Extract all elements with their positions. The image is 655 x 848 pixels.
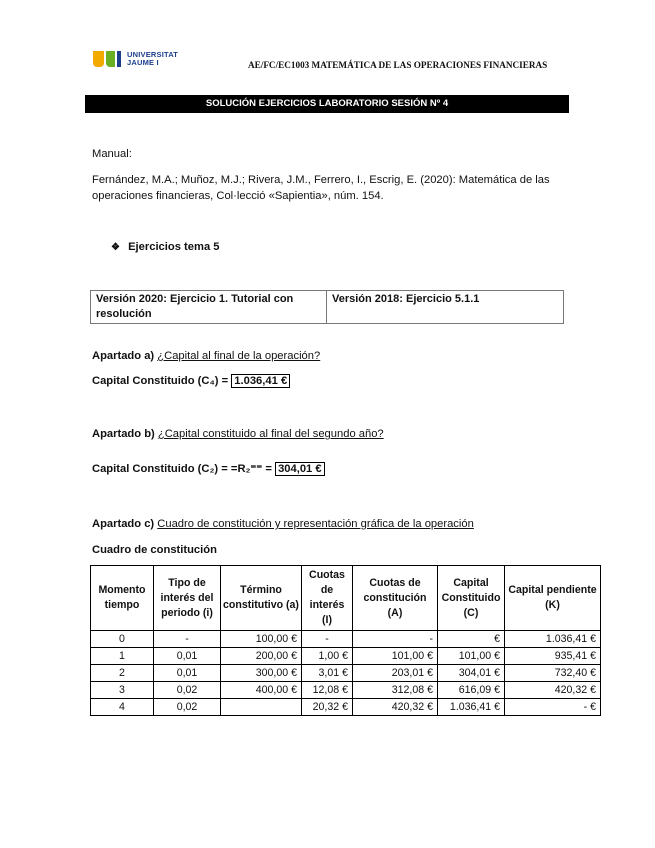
header-capital-constituido: Capital Constituido (C) xyxy=(438,566,505,631)
cell-cuota-constitucion: 420,32 € xyxy=(353,699,438,716)
header-termino: Término constitutivo (a) xyxy=(221,566,302,631)
course-title: AE/FC/EC1003 MATEMÁTICA DE LAS OPERACIONES FINANCIERAS xyxy=(248,60,548,70)
cell-cuota-constitucion: 101,00 € xyxy=(353,648,438,665)
logo-text-line1: UNIVERSITAT xyxy=(127,50,179,59)
table-subtitle: Cuadro de constitución xyxy=(92,544,217,556)
header-cuotas-constitucion: Cuotas de constitución (A) xyxy=(353,566,438,631)
apartado-b-value: 304,01 € xyxy=(275,462,325,476)
cell-termino: 100,00 € xyxy=(221,631,302,648)
cell-momento: 3 xyxy=(91,682,154,699)
cell-capital-constituido: 1.036,41 € xyxy=(438,699,505,716)
exercises-bullet xyxy=(111,240,220,256)
table-row xyxy=(91,682,601,699)
cell-capital-constituido: 616,09 € xyxy=(438,682,505,699)
table-row xyxy=(91,665,601,682)
apartado-a-prefix: Apartado a) xyxy=(92,350,155,362)
manual-reference-line1: Fernández, M.A.; Muñoz, M.J.; Rivera, J.M., Ferrero, I., Escrig, E. (2020): Matemática de las xyxy=(92,174,550,186)
cell-momento: 0 xyxy=(91,631,154,648)
apartado-a-result xyxy=(92,374,290,390)
manual-reference-line2: operaciones financieras, Col·lecció «Sapientia», núm. 154. xyxy=(92,190,384,202)
version-table xyxy=(90,290,564,324)
cell-cuota-constitucion: 203,01 € xyxy=(353,665,438,682)
cell-cuota-interes: 1,00 € xyxy=(302,648,353,665)
header-tipo-interes: Tipo de interés del periodo (i) xyxy=(154,566,221,631)
apartado-a-question: ¿Capital al final de la operación? xyxy=(157,350,321,362)
logo-bar-u xyxy=(93,51,104,67)
cell-tipo: 0,02 xyxy=(154,699,221,716)
header-momento: Momento tiempo xyxy=(91,566,154,631)
cell-termino: 300,00 € xyxy=(221,665,302,682)
logo-bar-i xyxy=(117,51,121,67)
exercises-heading: Ejercicios tema 5 xyxy=(128,241,220,253)
cell-tipo: 0,01 xyxy=(154,665,221,682)
apartado-b-prefix: Apartado b) xyxy=(92,428,155,440)
cell-cuota-interes: 12,08 € xyxy=(302,682,353,699)
cell-capital-constituido: 304,01 € xyxy=(438,665,505,682)
cell-capital-pendiente: - € xyxy=(505,699,601,716)
logo-text-line2: JAUME I xyxy=(127,58,159,67)
university-logo xyxy=(93,50,178,68)
cell-capital-constituido: € xyxy=(438,631,505,648)
cell-termino xyxy=(221,699,302,716)
cell-capital-pendiente: 1.036,41 € xyxy=(505,631,601,648)
table-row xyxy=(91,699,601,716)
logo-bar-j xyxy=(106,51,115,67)
cell-cuota-constitucion: 312,08 € xyxy=(353,682,438,699)
section-banner: SOLUCIÓN EJERCICIOS LABORATORIO SESIÓN Nº 4 xyxy=(85,95,569,113)
apartado-c-heading xyxy=(92,517,474,533)
table-row xyxy=(91,631,601,648)
cell-tipo: - xyxy=(154,631,221,648)
manual-label: Manual: xyxy=(92,148,132,160)
header-capital-pendiente: Capital pendiente (K) xyxy=(505,566,601,631)
version-2020-cell: Versión 2020: Ejercicio 1. Tutorial con resolución xyxy=(91,291,327,324)
diamond-bullet-icon: ❖ xyxy=(111,242,120,253)
constitution-table xyxy=(90,565,601,716)
cell-momento: 1 xyxy=(91,648,154,665)
cell-tipo: 0,02 xyxy=(154,682,221,699)
uji-logo-icon xyxy=(93,51,121,67)
cell-capital-pendiente: 732,40 € xyxy=(505,665,601,682)
apartado-c-prefix: Apartado c) xyxy=(92,518,155,530)
cell-tipo: 0,01 xyxy=(154,648,221,665)
apartado-b-label: Capital Constituido (C₂) = =R₂⁼⁼ = xyxy=(92,463,272,475)
apartado-a-value: 1.036,41 € xyxy=(231,374,290,388)
apartado-a-label: Capital Constituido (C₄) = xyxy=(92,375,229,387)
table-header-row xyxy=(91,566,601,631)
apartado-c-question: Cuadro de constitución y representación gráfica de la operación xyxy=(157,518,474,530)
cell-cuota-interes: 20,32 € xyxy=(302,699,353,716)
cell-capital-pendiente: 420,32 € xyxy=(505,682,601,699)
cell-capital-pendiente: 935,41 € xyxy=(505,648,601,665)
apartado-b-question: ¿Capital constituido al final del segundo año? xyxy=(157,428,384,440)
cell-cuota-constitucion: - xyxy=(353,631,438,648)
cell-termino: 200,00 € xyxy=(221,648,302,665)
cell-termino: 400,00 € xyxy=(221,682,302,699)
cell-cuota-interes: - xyxy=(302,631,353,648)
cell-cuota-interes: 3,01 € xyxy=(302,665,353,682)
cell-capital-constituido: 101,00 € xyxy=(438,648,505,665)
version-2018-cell: Versión 2018: Ejercicio 5.1.1 xyxy=(327,291,564,324)
apartado-a-heading xyxy=(92,349,320,365)
apartado-b-result xyxy=(92,462,325,478)
header-cuotas-interes: Cuotas de interés (I) xyxy=(302,566,353,631)
cell-momento: 2 xyxy=(91,665,154,682)
table-row xyxy=(91,648,601,665)
cell-momento: 4 xyxy=(91,699,154,716)
apartado-b-heading xyxy=(92,427,384,443)
logo-text xyxy=(127,51,178,67)
